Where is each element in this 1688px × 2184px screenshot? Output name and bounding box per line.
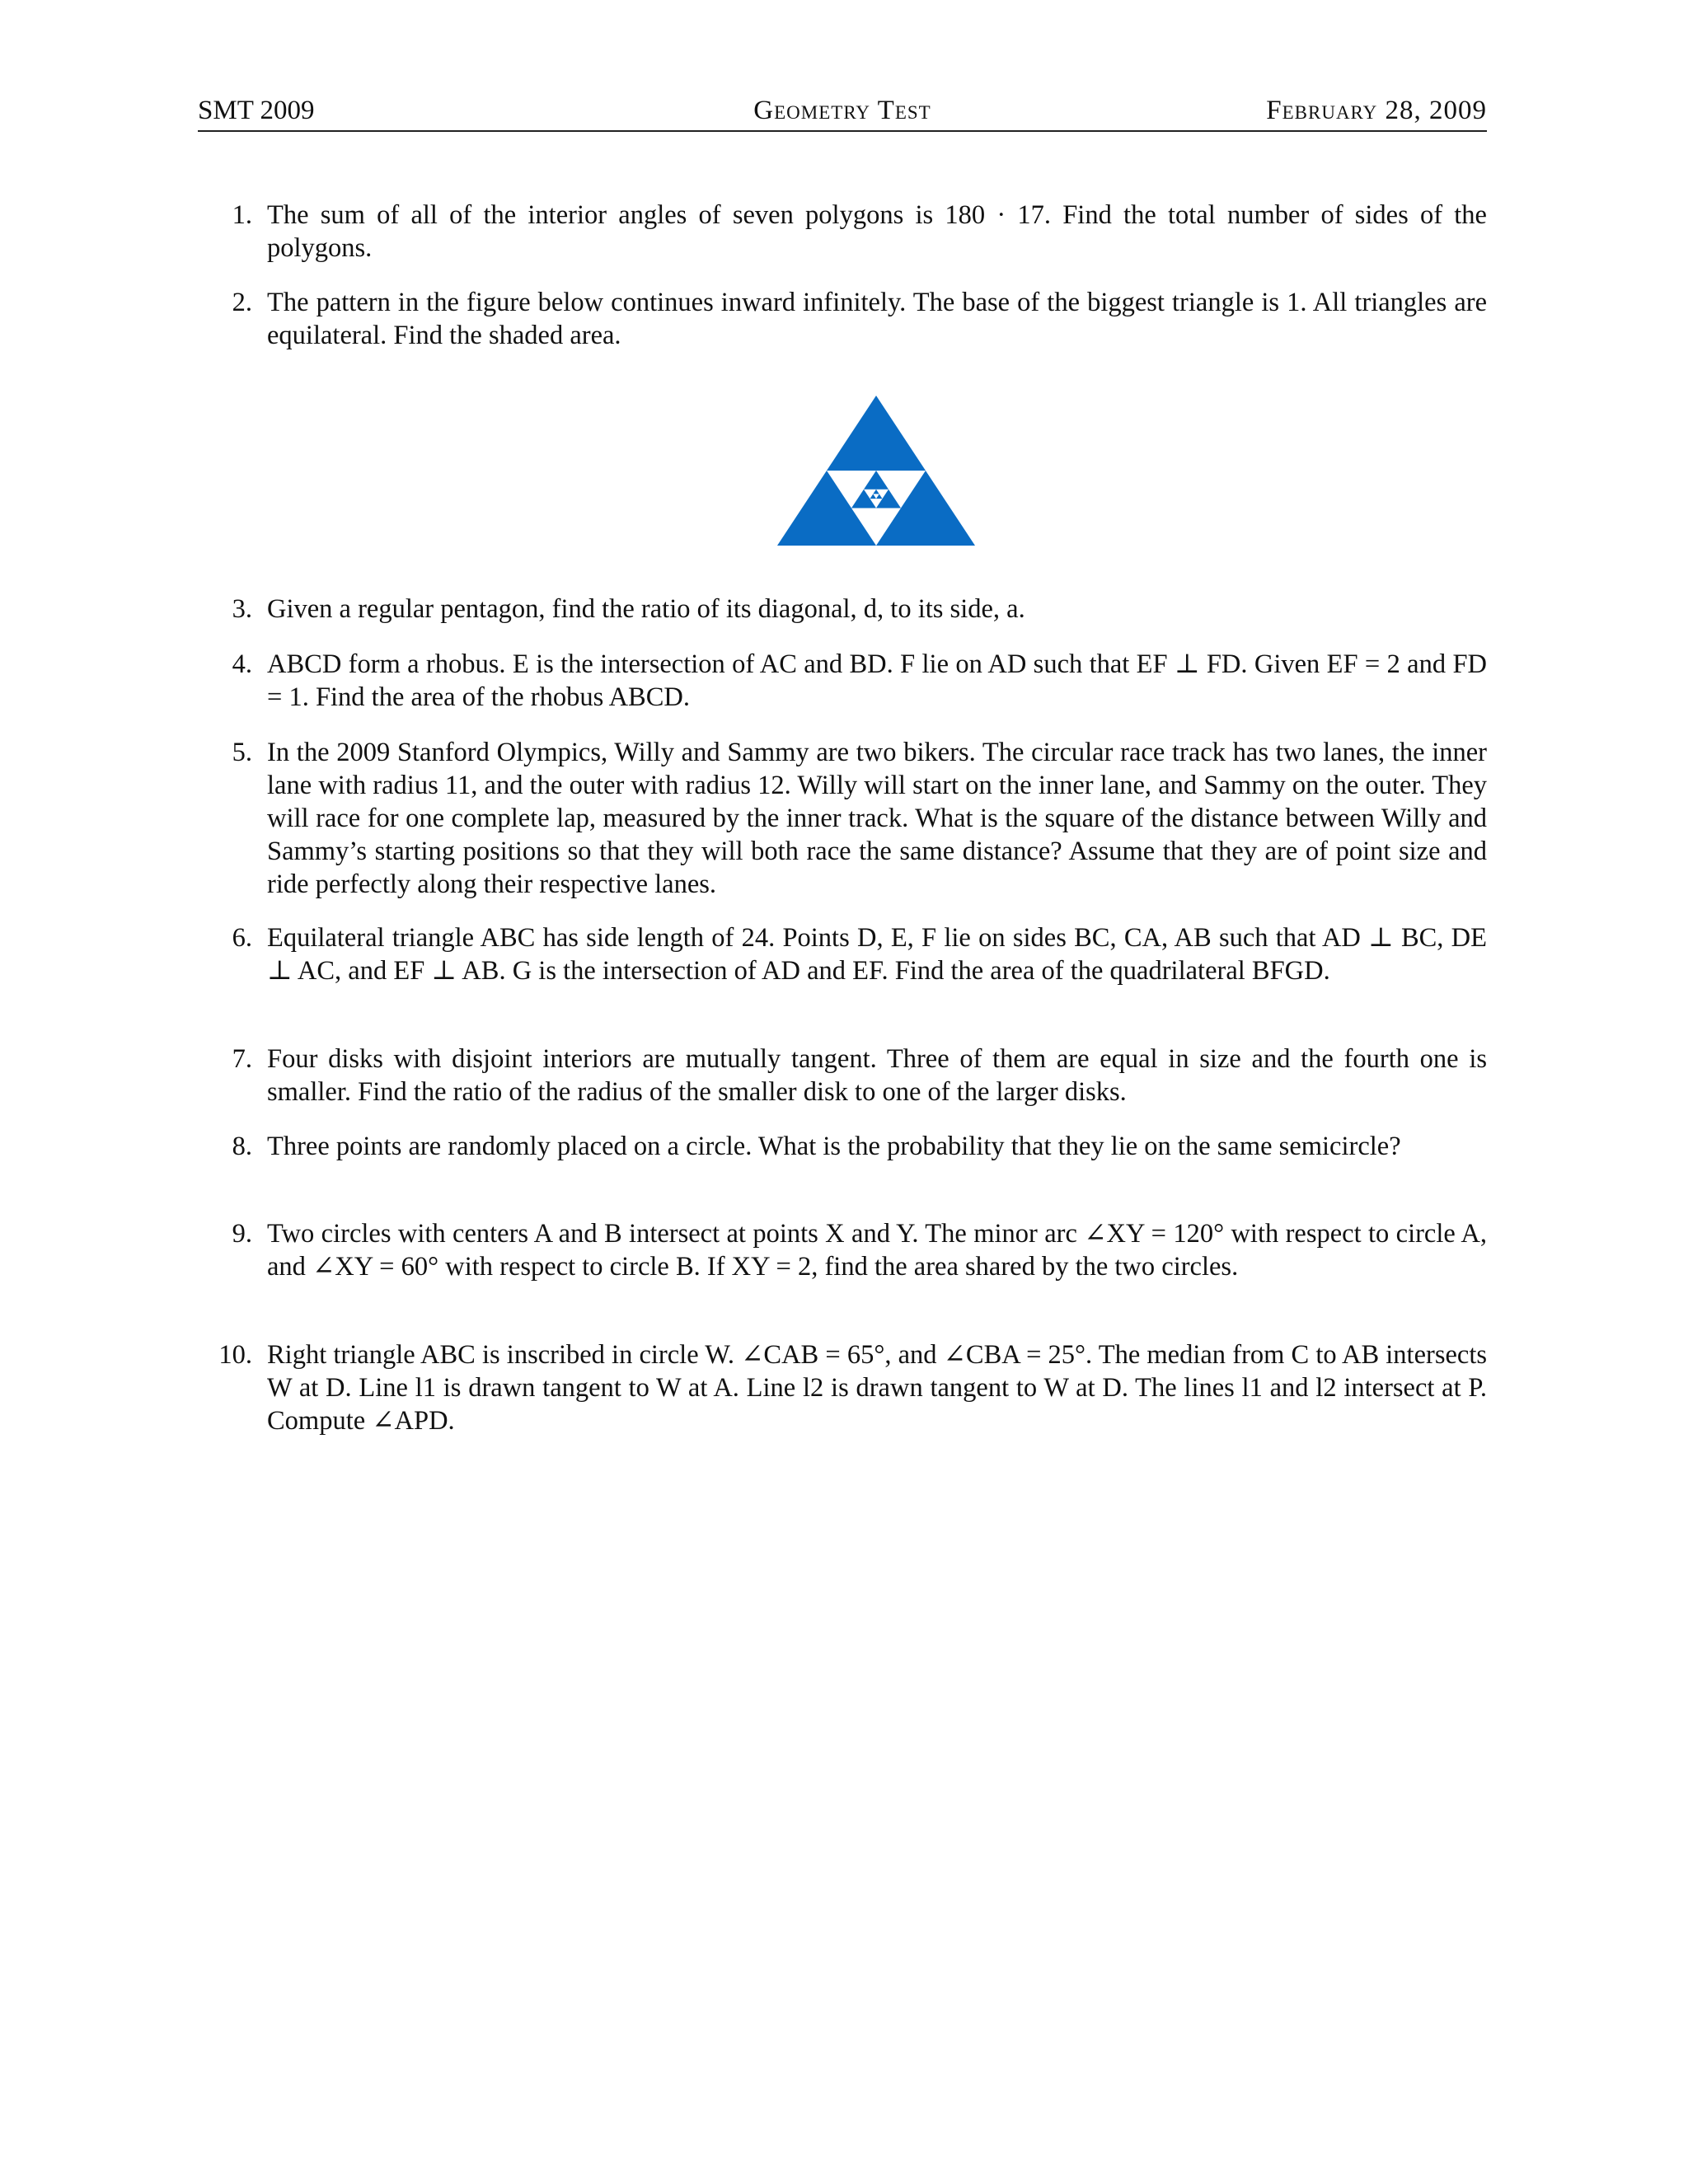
problem-number: 1.: [232, 200, 252, 230]
nested-triangles-figure: [777, 396, 975, 546]
header-date: February 28, 2009: [1266, 96, 1487, 125]
problem-number: 4.: [232, 649, 252, 679]
problem-text: Equilateral triangle ABC has side length of 24. Points D, E, F lie on sides BC, CA, AB such that AD ⊥ BC, DE ⊥ AC, and EF ⊥ AB. G is the intersection of AD and EF. Find the area of the quadrilateral BFGD.: [267, 923, 1487, 986]
problem-text: Given a regular pentagon, find the ratio of its diagonal, d, to its side, a.: [267, 594, 1025, 624]
problem-text: Four disks with disjoint interiors are mutually tangent. Three of them are equal in size and the fourth one is smaller. Find the ratio of the radius of the smaller disk to one of the larger disks.: [267, 1044, 1487, 1107]
problem-number: 3.: [232, 594, 252, 624]
page-header: [198, 92, 1487, 132]
problem-1: [198, 199, 1487, 265]
problem-text: In the 2009 Stanford Olympics, Willy and Sammy are two bikers. The circular race track has two lanes, the inner lane with radius 11, and the outer with radius 12. Willy will start on the inner lane, and Sammy on the outer. They will race for one complete lap, measured by the inner track. What is the square of the distance between Willy and Sammy’s starting positions so that they will both race the same distance? Assume that they are of point size and ride perfectly along their respective lanes.: [267, 738, 1487, 899]
problem-number: 5.: [232, 738, 252, 767]
problem-text: The pattern in the figure below continues inward infinitely. The base of the biggest triangle is 1. All triangles are equilateral. Find the shaded area.: [267, 288, 1487, 350]
problem-text: Three points are randomly placed on a circle. What is the probability that they lie on the same semicircle?: [267, 1132, 1401, 1161]
problem-6: [198, 921, 1487, 987]
problem-number: 6.: [232, 923, 252, 953]
header-title: Geometry Test: [753, 96, 931, 125]
header-left: SMT 2009: [198, 96, 315, 125]
problem-3: [198, 593, 1487, 626]
problem-text: ABCD form a rhobus. E is the intersection of AC and BD. F lie on AD such that EF ⊥ FD. Given EF = 2 and FD = 1. Find the area of the rhobus ABCD.: [267, 649, 1487, 712]
problem-10: [198, 1338, 1487, 1437]
problem-text: Two circles with centers A and B intersect at points X and Y. The minor arc ∠XY = 120° with respect to circle A, and ∠XY = 60° with respect to circle B. If XY = 2, find the area shared by the two circles.: [267, 1219, 1487, 1282]
problem-text: The sum of all of the interior angles of seven polygons is 180 · 17. Find the total number of sides of the polygons.: [267, 200, 1487, 263]
problem-number: 9.: [232, 1219, 252, 1249]
problem-9: [198, 1217, 1487, 1283]
problem-number: 10.: [218, 1340, 252, 1370]
problem-7: [198, 1043, 1487, 1108]
problem-4: [198, 648, 1487, 714]
problem-5: [198, 736, 1487, 901]
problem-number: 7.: [232, 1044, 252, 1074]
problem-8: [198, 1130, 1487, 1163]
problem-2: [198, 286, 1487, 352]
problem-number: 2.: [232, 288, 252, 317]
problem-text: Right triangle ABC is inscribed in circle W. ∠CAB = 65°, and ∠CBA = 25°. The median from C to AB intersects W at D. Line l1 is drawn tangent to W at A. Line l2 is drawn tangent to W at D. The lines l1 and l2 intersect at P. Compute ∠APD.: [267, 1340, 1487, 1436]
problem-number: 8.: [232, 1132, 252, 1161]
